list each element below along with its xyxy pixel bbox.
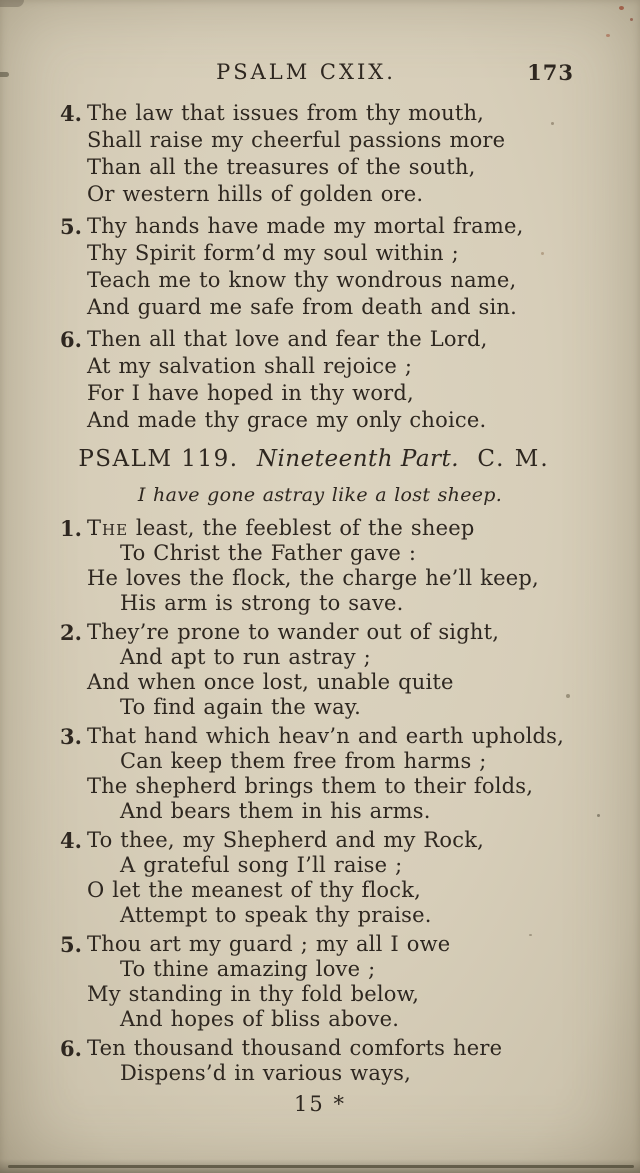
verse-number: 1. <box>60 516 82 541</box>
page-header <box>60 60 580 88</box>
verse-line: Than all the treasures of the south, <box>87 155 476 179</box>
verse-line: And apt to run astray ; <box>120 645 371 669</box>
verse-number: 5. <box>60 214 82 239</box>
page-number: 173 <box>527 60 574 85</box>
verse-line: At my salvation shall rejoice ; <box>87 354 413 378</box>
verse-line: To thee, my Shepherd and my Rock, <box>87 828 485 852</box>
verse-line: Ten thousand thousand comforts here <box>87 1036 503 1060</box>
verse-line: To Christ the Father gave : <box>120 541 417 565</box>
verse-number: 5. <box>60 932 82 957</box>
page-footer <box>60 1092 580 1116</box>
verse <box>60 213 580 321</box>
verse-line: He loves the flock, the charge he’ll keep, <box>87 566 539 590</box>
verse-line: And made thy grace my only choice. <box>87 408 487 432</box>
verse-lines <box>87 213 580 321</box>
psalm-119-heading <box>54 444 574 474</box>
verse-line: Shall raise my cheerful passions more <box>87 128 506 152</box>
verse-number: 4. <box>60 828 82 853</box>
verse-lines <box>87 1036 580 1086</box>
verse-lines <box>87 620 580 720</box>
verse-line-rest: least, the feeblest of the sheep <box>128 516 475 540</box>
verse-line: Attempt to speak thy praise. <box>120 903 432 927</box>
verse-number: 4. <box>60 101 82 126</box>
paper-stain <box>606 34 610 37</box>
psalm-119-title: PSALM 119. <box>78 446 239 472</box>
verse-line: A grateful song I’ll raise ; <box>120 853 403 877</box>
verse-line: Can keep them free from harms ; <box>120 749 487 773</box>
scan-edge-mark <box>0 72 9 77</box>
verse <box>60 620 580 720</box>
psalm-119-part: Nineteenth Part. <box>256 446 460 472</box>
verse-line: And guard me safe from death and sin. <box>87 295 517 319</box>
psalm-119-meter: C. M. <box>477 446 550 472</box>
verse-line: Thou art my guard ; my all I owe <box>87 932 451 956</box>
verse-line: Dispens’d in various ways, <box>120 1061 411 1085</box>
verse-number: 2. <box>60 620 82 645</box>
verse-number: 3. <box>60 724 82 749</box>
verse <box>60 932 580 1032</box>
verse-line: My standing in thy fold below, <box>87 982 420 1006</box>
verse-lines <box>87 828 580 928</box>
verse-line: And hopes of bliss above. <box>120 1007 400 1031</box>
verse <box>60 828 580 928</box>
verse-line: Or western hills of golden ore. <box>87 182 424 206</box>
small-caps-lead: The <box>87 516 129 540</box>
psalm-119-epigraph: I have gone astray like a lost sheep. <box>137 484 503 506</box>
verse-number: 6. <box>60 1036 82 1061</box>
verse-line: For I have hoped in thy word, <box>87 381 414 405</box>
verse <box>60 724 580 824</box>
verse-line: His arm is strong to save. <box>120 591 404 615</box>
verse-line: O let the meanest of thy flock, <box>87 878 422 902</box>
scan-bottom-shadow <box>0 1159 640 1173</box>
scan-corner-shadow <box>0 0 24 7</box>
verse-lines <box>87 516 580 616</box>
verse <box>60 326 580 434</box>
verse-line: The law that issues from thy mouth, <box>87 101 485 125</box>
verse-lines <box>87 724 580 824</box>
psalm-cxix-verses <box>60 100 580 434</box>
verse-number: 6. <box>60 327 82 352</box>
verse-line: The shepherd brings them to their folds, <box>87 774 534 798</box>
verse-line: To thine amazing love ; <box>120 957 376 981</box>
paper-stain <box>630 18 633 21</box>
running-title: PSALM CXIX. <box>216 60 396 84</box>
verse-lines <box>87 932 580 1032</box>
paper-stain <box>597 814 600 817</box>
verse-line: Teach me to know thy wondrous name, <box>87 268 517 292</box>
verse-line: And when once lost, unable quite <box>87 670 454 694</box>
verse-lines <box>87 326 580 434</box>
verse-line <box>87 516 580 541</box>
verse-lines <box>87 100 580 208</box>
verse-line: Thy hands have made my mortal frame, <box>87 214 524 238</box>
paper-stain <box>619 6 624 10</box>
verse-line: They’re prone to wander out of sight, <box>87 620 500 644</box>
verse-line: Thy Spirit form’d my soul within ; <box>87 241 459 265</box>
verse-line: That hand which heav’n and earth upholds, <box>87 724 564 748</box>
verse <box>60 1036 580 1086</box>
verse <box>60 516 580 616</box>
signature-mark: 15 * <box>294 1092 346 1116</box>
psalm-119-verses <box>60 516 580 1086</box>
scan-edge-line <box>8 1165 634 1168</box>
verse <box>60 100 580 208</box>
verse-line: Then all that love and fear the Lord, <box>87 327 488 351</box>
verse-line: And bears them in his arms. <box>120 799 431 823</box>
verse-line: To find again the way. <box>120 695 361 719</box>
